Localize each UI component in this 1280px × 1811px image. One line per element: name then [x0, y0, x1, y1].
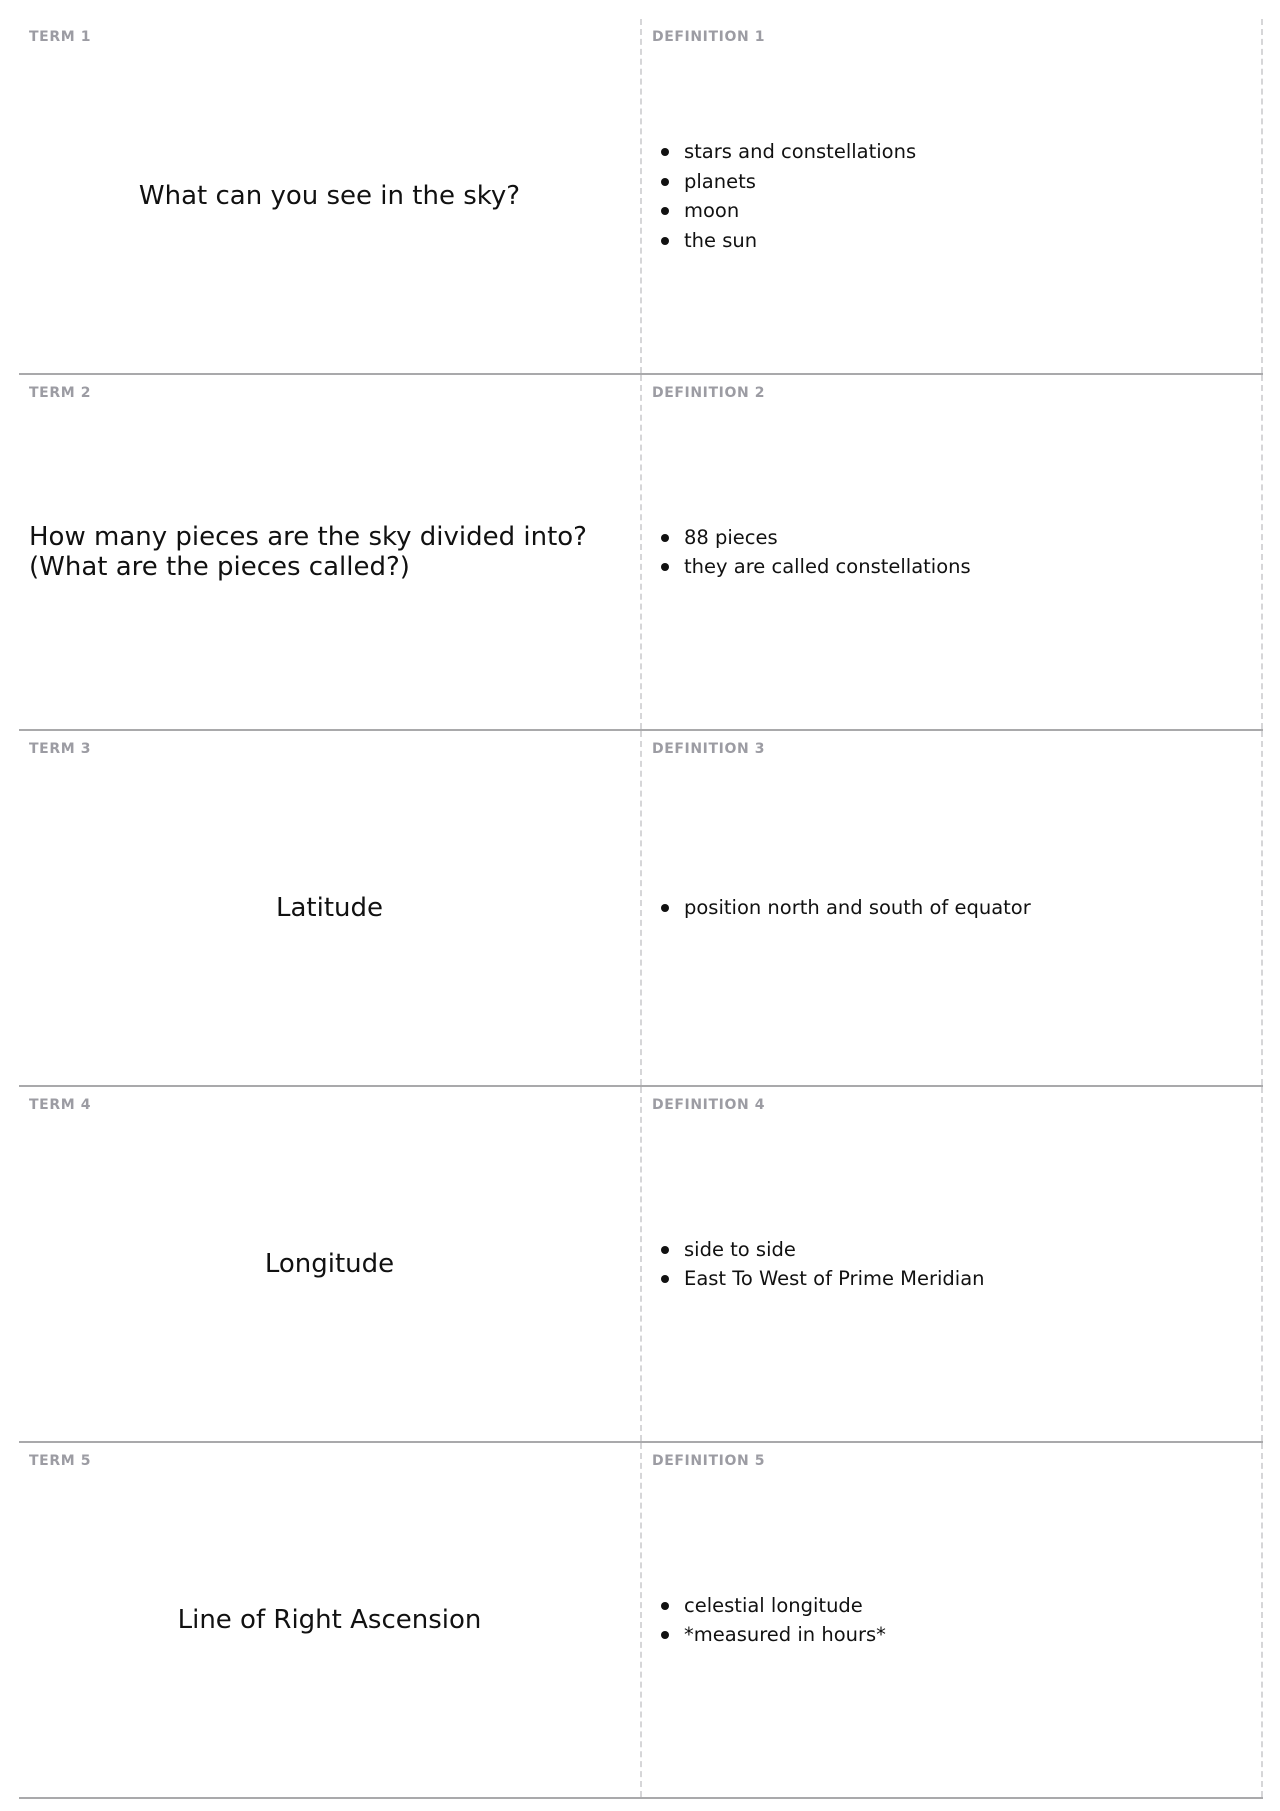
flashcard-row-2	[19, 375, 1263, 731]
definition-list	[652, 523, 971, 582]
term-label: TERM 5	[29, 1453, 92, 1469]
term-label: TERM 1	[29, 29, 92, 45]
definition-list	[652, 1235, 985, 1294]
term-cell	[19, 1087, 642, 1441]
term-label: TERM 3	[29, 741, 92, 757]
definition-item: moon	[652, 196, 916, 226]
definition-cell	[642, 731, 1263, 1085]
term-cell	[19, 731, 642, 1085]
term-text: What can you see in the sky?	[138, 181, 521, 211]
definition-item: celestial longitude	[652, 1591, 886, 1621]
definition-item: *measured in hours*	[652, 1620, 886, 1650]
definition-cell	[642, 1443, 1263, 1797]
definition-item: the sun	[652, 226, 916, 256]
definition-item: they are called constellations	[652, 552, 971, 582]
definition-label: DEFINITION 2	[652, 385, 766, 401]
definition-item: planets	[652, 167, 916, 197]
term-text: Latitude	[275, 893, 383, 923]
definition-list	[652, 1591, 886, 1650]
definition-label: DEFINITION 5	[652, 1453, 766, 1469]
definition-item: East To West of Prime Meridian	[652, 1264, 985, 1294]
flashcard-row-5	[19, 1443, 1263, 1799]
definition-list	[652, 137, 916, 255]
term-cell	[19, 1443, 642, 1797]
definition-cell	[642, 19, 1263, 373]
term-cell	[19, 375, 642, 729]
definition-item: position north and south of equator	[652, 893, 1031, 923]
definition-label: DEFINITION 3	[652, 741, 766, 757]
definition-label: DEFINITION 4	[652, 1097, 766, 1113]
term-text: Longitude	[264, 1249, 395, 1279]
flashcard-row-4	[19, 1087, 1263, 1443]
term-cell	[19, 19, 642, 373]
definition-cell	[642, 1087, 1263, 1441]
definition-item: 88 pieces	[652, 523, 971, 553]
flashcard-row-3	[19, 731, 1263, 1087]
flashcard-row-1	[19, 19, 1263, 375]
term-text: Line of Right Ascension	[177, 1605, 482, 1635]
flashcard-sheet	[19, 19, 1263, 1799]
term-label: TERM 4	[29, 1097, 92, 1113]
definition-item: stars and constellations	[652, 137, 916, 167]
term-label: TERM 2	[29, 385, 92, 401]
definition-item: side to side	[652, 1235, 985, 1265]
term-text: How many pieces are the sky divided into? (What are the pieces called?)	[29, 522, 587, 582]
definition-list	[652, 893, 1031, 923]
definition-label: DEFINITION 1	[652, 29, 766, 45]
definition-cell	[642, 375, 1263, 729]
